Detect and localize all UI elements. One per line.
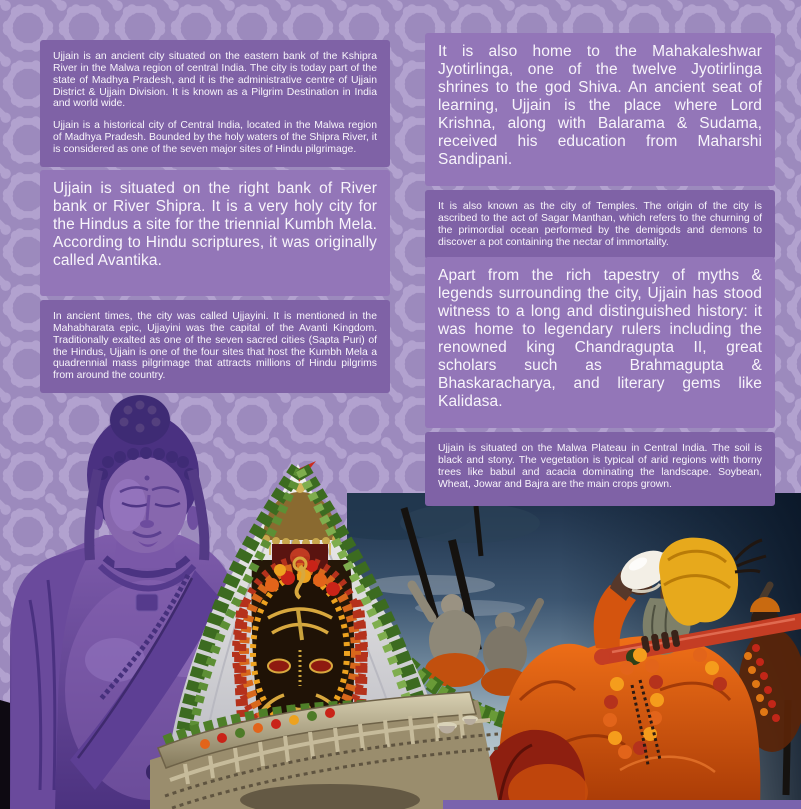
- highlight-text-box: [40, 170, 390, 296]
- intro-paragraph-1: Ujjain is an ancient city situated on the eastern bank of the Kshipra River in the Malwa region of central India. The city is today part of the state of Madhya Pradesh, and it is the administrative centre of Ujjain District & Ujjain Division. It is known as a Pilgrim Destination in India and world wide.: [53, 51, 377, 110]
- mahakaleshwar-paragraph: It is also home to the Mahakaleshwar Jyotirlinga, one of the twelve Jyotirlinga shrines to the god Shiva. An ancient seat of learning, Ujjain is the place where Lord Krishna, along with Balarama & Sudama, received his education from Maharshi Sandipani.: [438, 43, 762, 168]
- bottom-strip: [443, 800, 801, 809]
- intro-text-box: [40, 40, 390, 167]
- legacy-text-box: [425, 257, 775, 428]
- legacy-paragraph: Apart from the rich tapestry of myths & legends surrounding the city, Ujjain has stood witness to a long and distinguished history: it was home to legendary rulers including the renowned king Chandragupta II, great scholars such as Brahmagupta & Bhaskaracharya, and literary gems like Kalidasa.: [438, 267, 762, 410]
- history-paragraph: In ancient times, the city was called Ujjayini. It is mentioned in the Mahabharata epic, Ujjayini was the capital of the Avanti Kingdom. Traditionally exalted as one of the seven sacred cities (Sapta Puri) of the Hindus, Ujjain is one of the four sites that host the Kumbh Mela a quadrennial mass pilgrimage that attracts millions of Hindu pilgrims from around the country.: [53, 311, 377, 382]
- highlight-paragraph: Ujjain is situated on the right bank of River bank or River Shipra. It is a very holy city for the Hindus a site for the triennial Kumbh Mela. According to Hindu scriptures, it was originally called Avantika.: [53, 180, 377, 269]
- intro-paragraph-2: Ujjain is a historical city of Central India, located in the Malwa region of Madhya Pradesh. Bounded by the holy waters of the Shipra River, it is considered as one of the seven major sites of Hindu pilgrimage.: [53, 120, 377, 156]
- geography-text-box: [425, 432, 775, 506]
- geography-paragraph: Ujjain is situated on the Malwa Plateau in Central India. The soil is black and stony. The vegetation is typical of arid regions with thorny trees like babul and acacia dominating the landscape. Soybean, Wheat, Jowar and Bajra are the main crops grown.: [438, 443, 762, 490]
- history-text-box: [40, 300, 390, 393]
- mahakaleshwar-text-box: [425, 33, 775, 186]
- temples-paragraph: It is also known as the city of Temples. The origin of the city is ascribed to the act of Sagar Manthan, which refers to the churning of the primordial ocean performed by the demigods and demons to discover a pot containing the nectar of immortality.: [438, 201, 762, 248]
- temples-text-box: [425, 190, 775, 259]
